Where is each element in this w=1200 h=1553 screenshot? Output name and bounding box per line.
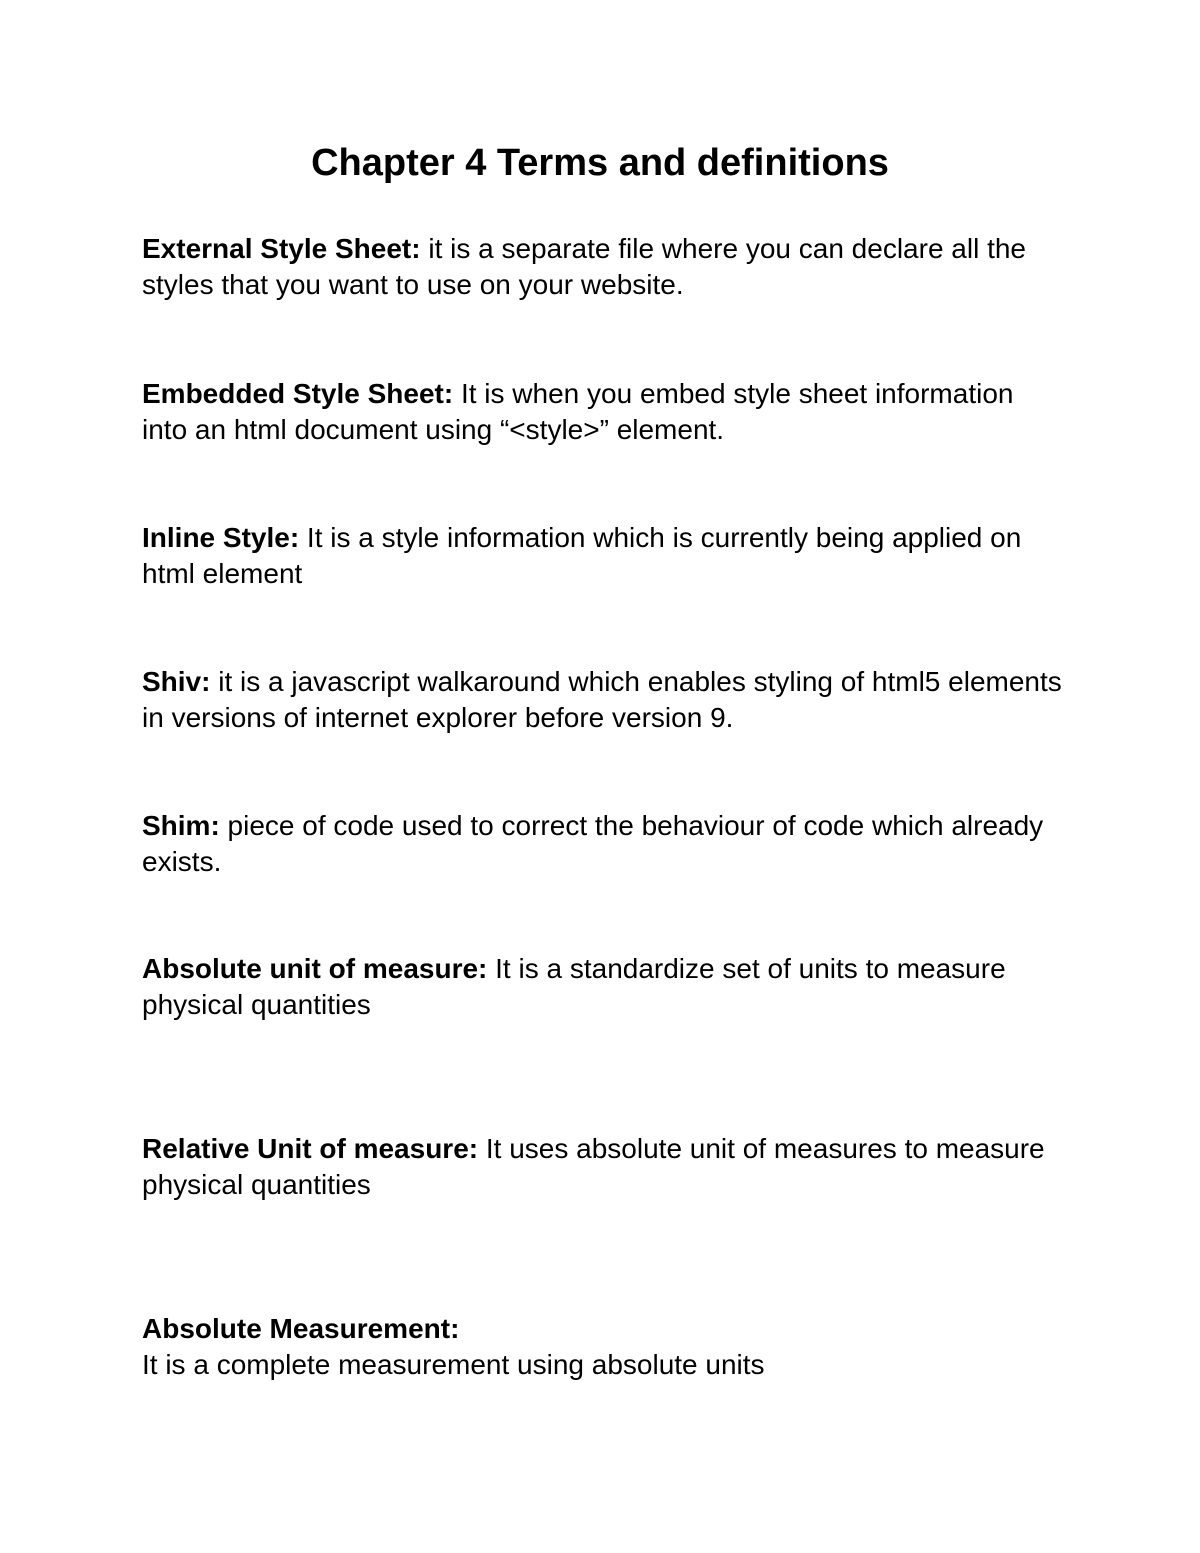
definition-text: It is a style information which is currently being applied on html element bbox=[142, 522, 1022, 589]
definition-absolute-unit-of-measure bbox=[142, 951, 1062, 1023]
definition-text: It is a standardize set of units to measure physical quantities bbox=[142, 953, 1006, 1020]
definition-inline-style bbox=[142, 520, 1062, 592]
term-label: Inline Style: bbox=[142, 522, 300, 553]
definition-text: It is a complete measurement using absolute units bbox=[142, 1349, 765, 1380]
definition-external-style-sheet bbox=[142, 231, 1062, 303]
term-label: Absolute Measurement: bbox=[142, 1313, 460, 1344]
term-label: Embedded Style Sheet: bbox=[142, 378, 454, 409]
definition-relative-unit-of-measure bbox=[142, 1131, 1062, 1203]
definition-shiv bbox=[142, 664, 1062, 736]
definition-text: it is a javascript walkaround which enables styling of html5 elements in versions of internet explorer before version 9. bbox=[142, 666, 1062, 733]
definition-text: piece of code used to correct the behaviour of code which already exists. bbox=[142, 810, 1044, 877]
term-label: Relative Unit of measure: bbox=[142, 1133, 479, 1164]
term-label: Shim: bbox=[142, 810, 220, 841]
definition-shim bbox=[142, 808, 1062, 880]
definition-embedded-style-sheet bbox=[142, 376, 1062, 448]
definition-text: It uses absolute unit of measures to measure physical quantities bbox=[142, 1133, 1045, 1200]
definition-absolute-measurement bbox=[142, 1311, 1062, 1383]
term-label: Absolute unit of measure: bbox=[142, 953, 488, 984]
definition-text: It is when you embed style sheet information into an html document using “<style>” element. bbox=[142, 378, 1014, 445]
definition-text: it is a separate file where you can declare all the styles that you want to use on your website. bbox=[142, 233, 1027, 300]
page-title: Chapter 4 Terms and definitions bbox=[311, 142, 889, 184]
term-label: External Style Sheet: bbox=[142, 233, 421, 264]
term-label: Shiv: bbox=[142, 666, 211, 697]
